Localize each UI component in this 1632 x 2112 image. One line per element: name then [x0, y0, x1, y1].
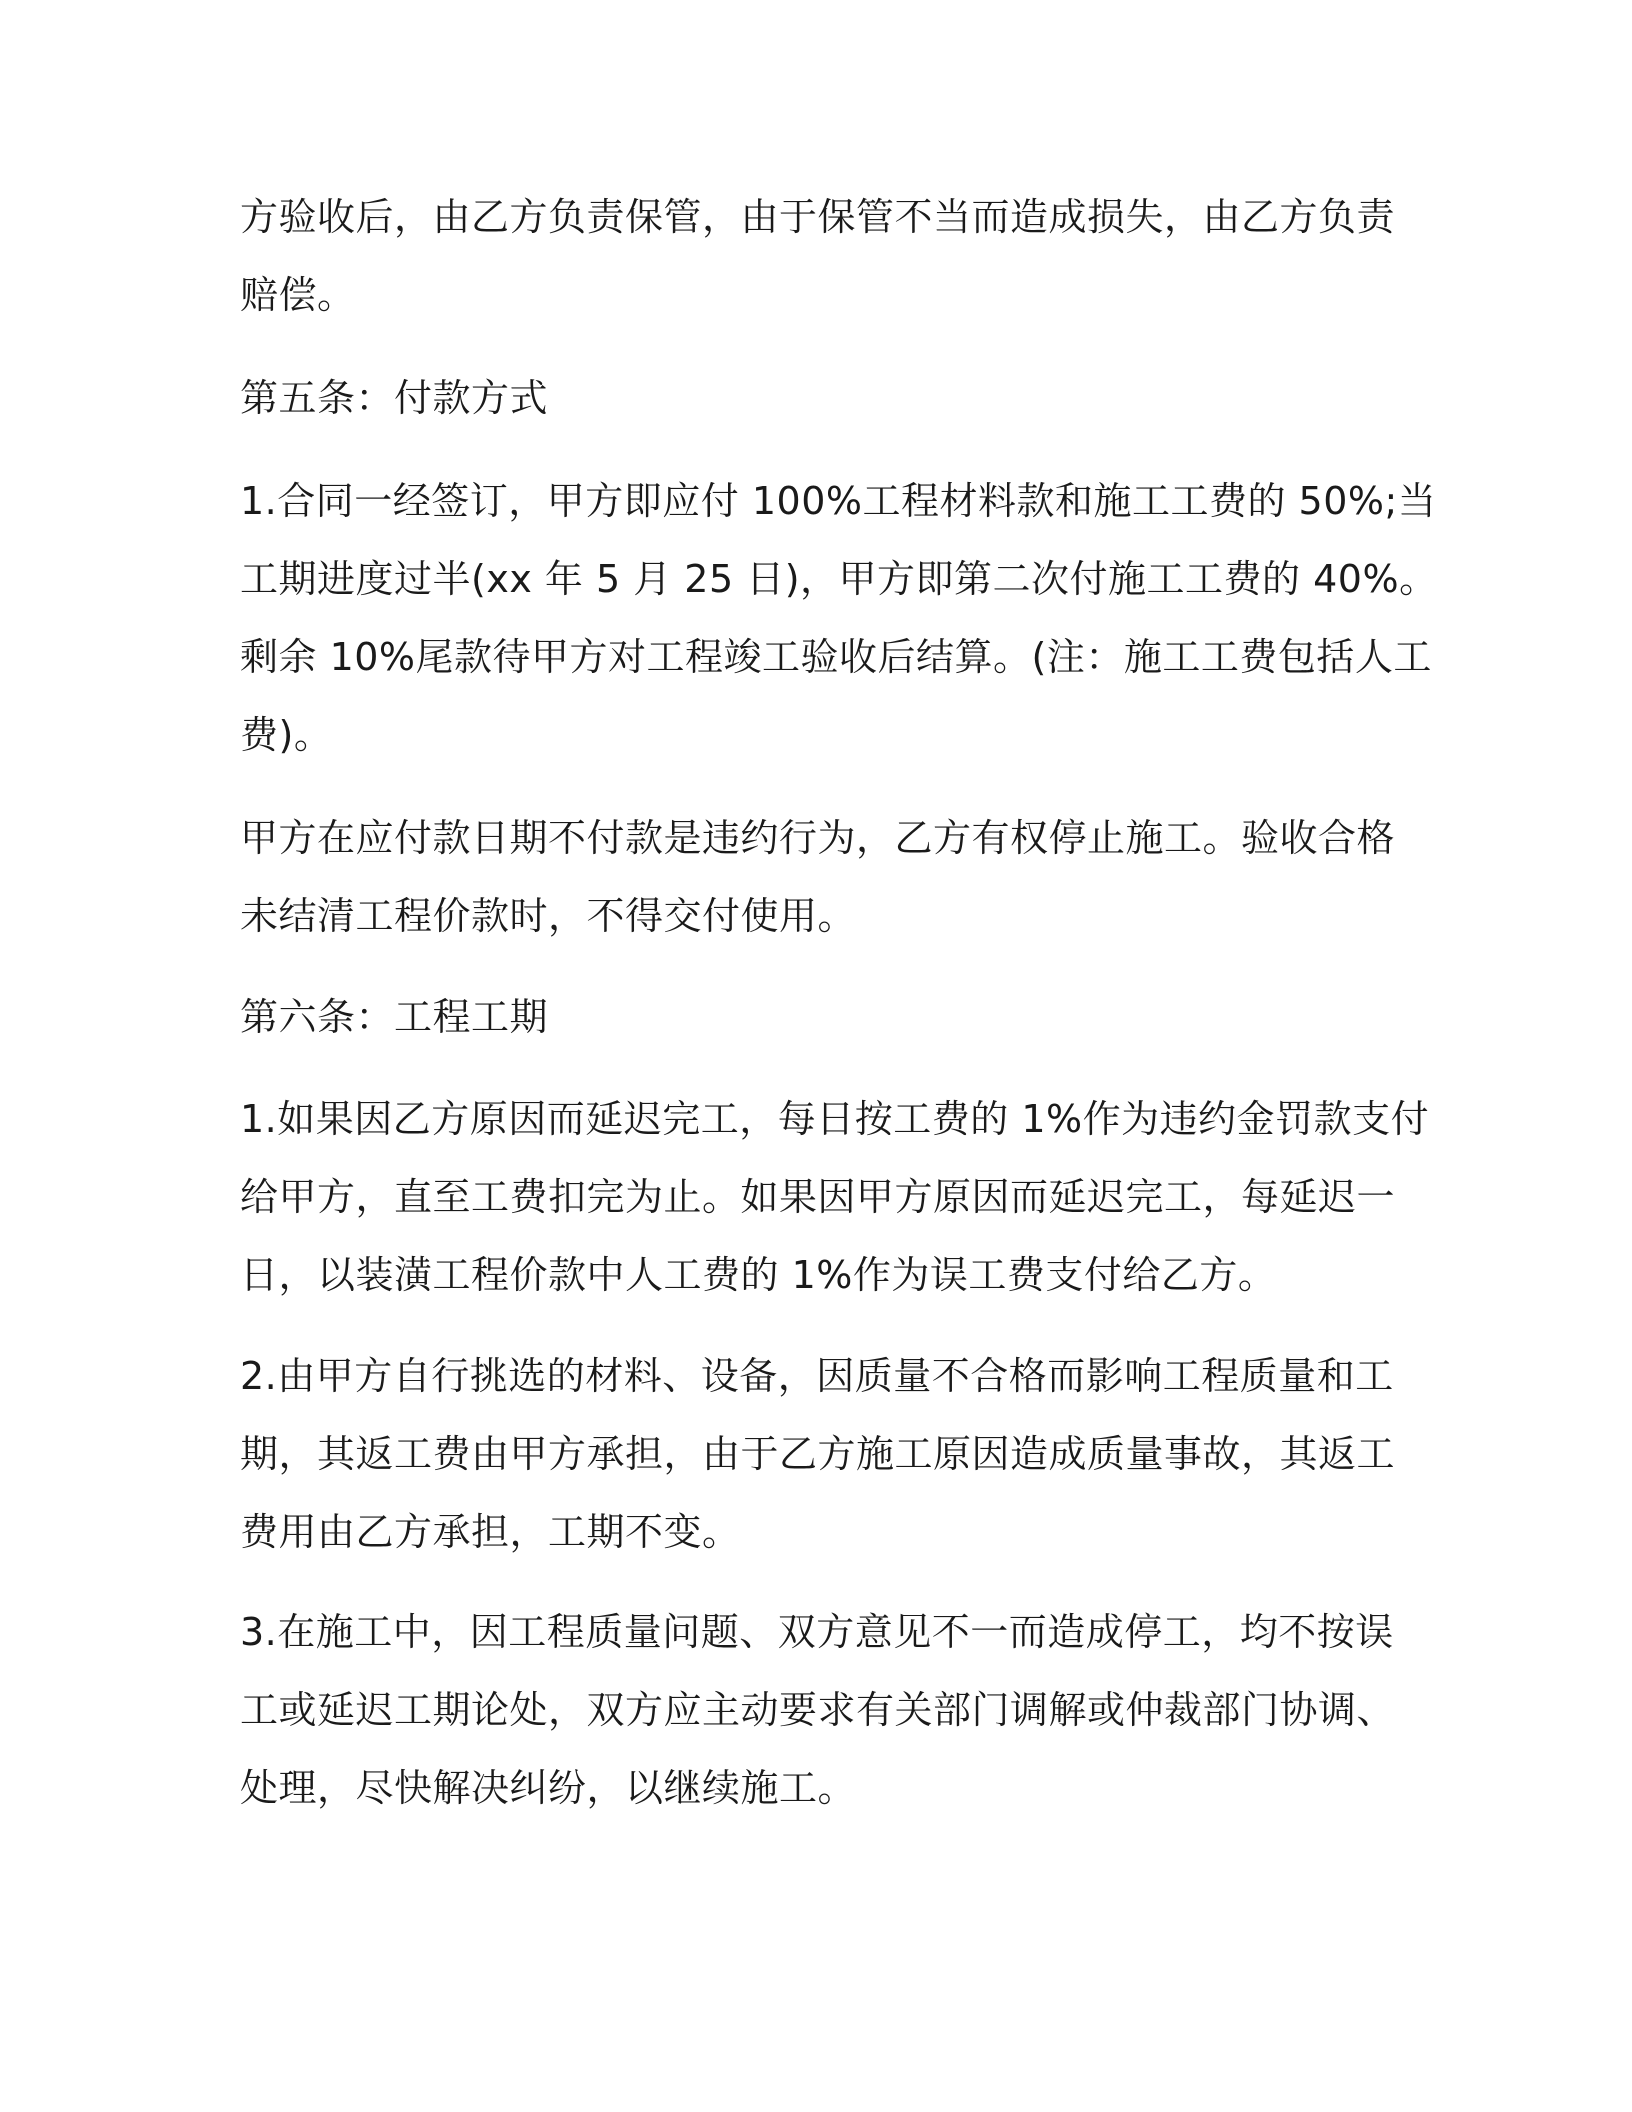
paragraph-1-line-1: 方验收后，由乙方负责保管，由于保管不当而造成损失，由乙方负责	[240, 195, 1396, 239]
article-5-heading: 第五条：付款方式	[240, 376, 549, 420]
paragraph-3-line-2: 未结清工程价款时，不得交付使用。	[240, 894, 857, 938]
paragraph-4-line-2: 给甲方，直至工费扣完为止。如果因甲方原因而延迟完工，每延迟一	[240, 1175, 1396, 1219]
paragraph-4-line-3: 日，以装潢工程价款中人工费的 1%作为误工费支付给乙方。	[240, 1253, 1277, 1297]
paragraph-6-line-3: 处理，尽快解决纠纷，以继续施工。	[240, 1766, 857, 1810]
article-6-heading: 第六条：工程工期	[240, 995, 549, 1039]
paragraph-6-line-2: 工或延迟工期论处，双方应主动要求有关部门调解或仲裁部门协调、	[240, 1688, 1396, 1732]
paragraph-2-line-4: 费)。	[240, 713, 333, 757]
paragraph-2-line-3: 剩余 10%尾款待甲方对工程竣工验收后结算。(注：施工工费包括人工	[240, 635, 1432, 679]
paragraph-4-line-1: 1.如果因乙方原因而延迟完工，每日按工费的 1%作为违约金罚款支付	[240, 1097, 1430, 1141]
paragraph-2-line-2: 工期进度过半(xx 年 5 月 25 日)，甲方即第二次付施工工费的 40%。	[240, 557, 1438, 601]
paragraph-2-line-1: 1.合同一经签订，甲方即应付 100%工程材料款和施工工费的 50%;当	[240, 479, 1437, 523]
paragraph-5-line-3: 费用由乙方承担，工期不变。	[240, 1510, 741, 1554]
paragraph-3-line-1: 甲方在应付款日期不付款是违约行为，乙方有权停止施工。验收合格	[240, 816, 1396, 860]
paragraph-5-line-1: 2.由甲方自行挑选的材料、设备，因质量不合格而影响工程质量和工	[240, 1354, 1394, 1398]
paragraph-6-line-1: 3.在施工中，因工程质量问题、双方意见不一而造成停工，均不按误	[240, 1610, 1394, 1654]
paragraph-5-line-2: 期，其返工费由甲方承担，由于乙方施工原因造成质量事故，其返工	[240, 1432, 1396, 1476]
paragraph-1-line-2: 赔偿。	[240, 273, 356, 317]
